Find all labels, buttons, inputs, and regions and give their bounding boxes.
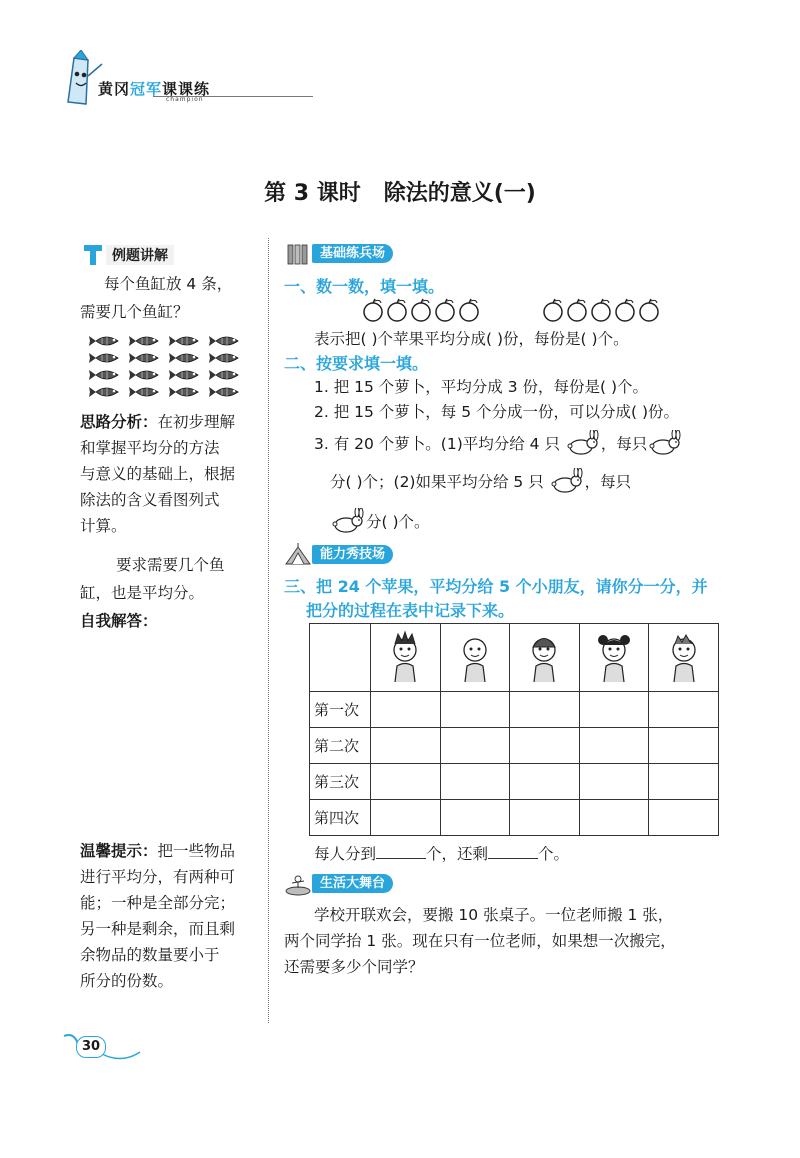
analysis-label: 思路分析： (80, 413, 158, 431)
q4-line-1: 学校开联欢会，要搬 10 张桌子。一位老师搬 1 张， (314, 906, 674, 924)
row-label: 第二次 (310, 728, 371, 764)
tip-line-4: 另一种是剩余，而且剩 (80, 920, 236, 938)
rabbit-icon (565, 430, 601, 456)
answer-cell[interactable] (440, 800, 510, 836)
tip-line-5: 余物品的数量要小于 (80, 946, 220, 964)
record-table (309, 623, 719, 836)
q3-head-line-1: 三、把 24 个苹果，平均分给 5 个小朋友，请你分一分，并 (284, 577, 708, 596)
hint-line-1: 要求需要几个鱼 (116, 556, 225, 574)
answer-cell[interactable] (510, 800, 580, 836)
q2-item-3a: 3. 有 20 个萝卜。(1)平均分给 4 只 (314, 435, 560, 453)
q1-head: 一、数一数，填一填。 (284, 277, 445, 296)
self-answer-label: 自我解答： (80, 612, 158, 630)
q3-head-line-2: 把分的过程在表中记录下来。 (306, 601, 515, 620)
q2-item-3-line-3 (330, 508, 430, 534)
fish-icon (209, 387, 238, 397)
apple-illustration (355, 297, 675, 325)
apple-icon (640, 299, 658, 321)
child-avatar-icon (455, 630, 495, 682)
fish-icon (169, 353, 198, 363)
answer-cell[interactable] (440, 692, 510, 728)
q3-result-c: 个。 (538, 845, 570, 863)
section-life-banner (284, 872, 434, 896)
column-divider (268, 238, 269, 1023)
q2-item-3c: 分( )个；(2)如果平均分给 5 只 (330, 473, 544, 491)
q2-item-3b: ，每只 (600, 435, 648, 453)
fish-icon (209, 336, 238, 346)
answer-cell[interactable] (649, 692, 719, 728)
section-basic-banner (284, 242, 434, 266)
tip-line-3: 能；一种是全部分完； (80, 894, 236, 912)
child-avatar-icon (594, 630, 634, 682)
answer-cell[interactable] (579, 800, 649, 836)
blank-per-person[interactable] (376, 844, 426, 859)
answer-cell[interactable] (510, 728, 580, 764)
q2-item-2: 2. 把 15 个萝卜，每 5 个分成一份，可以分成( )份。 (314, 403, 680, 421)
answer-cell[interactable] (510, 764, 580, 800)
answer-cell[interactable] (649, 764, 719, 800)
tip-line-6: 所分的份数。 (80, 972, 174, 990)
analysis-line-3: 与意义的基础上，根据 (80, 465, 236, 483)
header-rule (153, 96, 313, 97)
rabbit-icon (549, 468, 585, 494)
child-cell (371, 624, 441, 692)
blank-remaining[interactable] (488, 844, 538, 859)
tip-line-1: 把一些物品 (157, 842, 236, 860)
page-number-badge (62, 1030, 142, 1064)
answer-cell[interactable] (579, 692, 649, 728)
q2-item-3d: ，每只 (584, 473, 632, 491)
example-line-2: 需要几个鱼缸？ (80, 303, 189, 321)
page-number: 30 (76, 1036, 106, 1058)
answer-cell[interactable] (579, 764, 649, 800)
rabbit-icon (330, 508, 366, 534)
answer-cell[interactable] (371, 728, 441, 764)
fish-illustration (88, 333, 248, 405)
child-avatar-icon (385, 630, 425, 682)
apple-icon (544, 299, 562, 321)
table-row (310, 728, 719, 764)
brand-title: 黄冈冠军课课练 (98, 80, 211, 98)
q2-item-3e: 分( )个。 (366, 513, 430, 531)
answer-cell[interactable] (371, 800, 441, 836)
section-life-label: 生活大舞台 (312, 874, 393, 893)
bamboo-icon (284, 242, 310, 266)
q2-item-3-line-2 (330, 468, 631, 494)
fish-icon (209, 353, 238, 363)
example-tag (82, 243, 202, 267)
answer-cell[interactable] (649, 728, 719, 764)
q2-head: 二、按要求填一填。 (284, 354, 429, 373)
fish-icon (169, 387, 198, 397)
q2-item-1: 1. 把 15 个萝卜，平均分成 3 份，每份是( )个。 (314, 378, 649, 396)
apple-icon (388, 299, 406, 321)
fish-icon (129, 370, 158, 380)
hint-line-2: 缸，也是平均分。 (80, 584, 205, 602)
analysis-line-5: 计算。 (80, 517, 127, 535)
child-avatar-icon (524, 630, 564, 682)
tip-line-2: 进行平均分，有两种可 (80, 868, 236, 886)
answer-cell[interactable] (371, 764, 441, 800)
answer-cell[interactable] (579, 728, 649, 764)
fish-icon (209, 370, 238, 380)
table-row (310, 692, 719, 728)
q3-result-a: 每人分到 (314, 845, 377, 863)
child-cell (649, 624, 719, 692)
apple-icon (412, 299, 430, 321)
stage-icon (284, 872, 312, 896)
row-label: 第一次 (310, 692, 371, 728)
apple-icon (616, 299, 634, 321)
example-line-1: 每个鱼缸放 4 条， (104, 275, 233, 293)
fish-icon (169, 370, 198, 380)
q1-line: 表示把( )个苹果平均分成( )份，每份是( )个。 (314, 330, 629, 348)
fish-icon (89, 387, 118, 397)
fish-icon (89, 370, 118, 380)
row-label: 第三次 (310, 764, 371, 800)
answer-cell[interactable] (510, 692, 580, 728)
t-badge-icon (82, 243, 104, 267)
analysis-line-2: 和掌握平均分的方法 (80, 439, 220, 457)
fish-icon (129, 387, 158, 397)
answer-cell[interactable] (649, 800, 719, 836)
tent-icon (284, 543, 312, 567)
fish-icon (169, 336, 198, 346)
fish-icon (89, 336, 118, 346)
tip-block (80, 838, 265, 994)
q4-line-3: 还需要多少个同学？ (284, 958, 424, 976)
section-ability-banner (284, 543, 434, 567)
fish-icon (89, 353, 118, 363)
child-cell (579, 624, 649, 692)
apple-icon (436, 299, 454, 321)
tip-label: 温馨提示： (80, 842, 158, 860)
q3-result-b: 个，还剩 (426, 845, 489, 863)
section-basic-label: 基础练兵场 (312, 244, 393, 263)
child-cell (440, 624, 510, 692)
answer-cell[interactable] (440, 764, 510, 800)
answer-cell[interactable] (371, 692, 441, 728)
rabbit-icon (647, 430, 683, 456)
analysis-block (80, 409, 260, 539)
table-row (310, 800, 719, 836)
lesson-title: 第 3 课时 除法的意义(一) (264, 181, 536, 206)
table-header-row (310, 624, 719, 692)
q4-line-2: 两个同学抬 1 张。现在只有一位老师，如果想一次搬完， (284, 932, 676, 950)
apple-icon (592, 299, 610, 321)
brand-subtitle: champion (166, 96, 204, 103)
analysis-line-4: 除法的含义看图列式 (80, 491, 220, 509)
row-label: 第四次 (310, 800, 371, 836)
apple-icon (364, 299, 382, 321)
child-avatar-icon (664, 630, 704, 682)
section-ability-label: 能力秀技场 (312, 545, 393, 564)
fish-icon (129, 353, 158, 363)
table-row (310, 764, 719, 800)
apple-icon (460, 299, 478, 321)
q2-item-3-line-1 (314, 430, 683, 456)
answer-cell[interactable] (440, 728, 510, 764)
analysis-line-1: 在初步理解 (157, 413, 236, 431)
apple-icon (568, 299, 586, 321)
table-corner-cell (310, 624, 371, 692)
child-cell (510, 624, 580, 692)
example-tag-label: 例题讲解 (106, 245, 174, 265)
fish-icon (129, 336, 158, 346)
header (58, 50, 268, 110)
q3-result-line (314, 842, 569, 864)
